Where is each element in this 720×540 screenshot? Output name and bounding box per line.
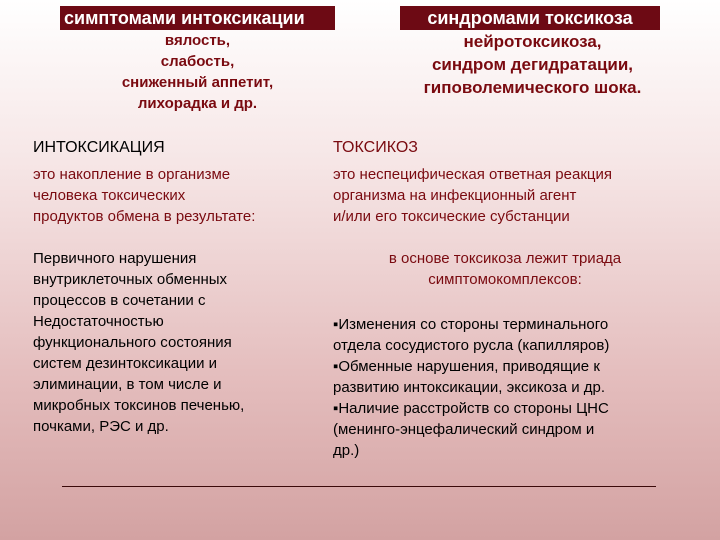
- list-item: сниженный аппетит,: [121, 74, 274, 91]
- triad-item-line: др.): [333, 442, 360, 459]
- definition-line: человека токсических: [33, 187, 186, 204]
- toxicosis-definition: [333, 164, 612, 227]
- list-item: [333, 314, 609, 356]
- triad-item-line: (менинго-энцефалический синдром и: [333, 421, 595, 438]
- intoxication-description: [33, 248, 244, 437]
- definition-line: это накопление в организме: [33, 166, 231, 183]
- description-line: микробных токсинов печенью,: [33, 397, 245, 414]
- toxicosis-triad-intro: [340, 248, 670, 290]
- list-item: слабость,: [160, 53, 235, 70]
- triad-line: симптомокомплексов:: [428, 271, 582, 288]
- description-line: Первичного нарушения: [33, 250, 197, 267]
- triad-line: в основе токсикоза лежит триада: [388, 250, 622, 267]
- intoxication-title: ИНТОКСИКАЦИЯ: [33, 139, 165, 156]
- intoxication-definition: [33, 164, 255, 227]
- definition-line: продуктов обмена в результате:: [33, 208, 256, 225]
- triad-item-line: ▪Обменные нарушения, приводящие к: [333, 358, 600, 375]
- triad-item-line: развитию интоксикации, эксикоза и др.: [333, 379, 606, 396]
- list-item: гиповолемического шока.: [423, 78, 642, 97]
- bottom-divider: [62, 486, 656, 487]
- description-line: внутриклеточных обменных: [33, 271, 228, 288]
- description-line: почками, РЭС и др.: [33, 418, 169, 435]
- list-item: лихорадка и др.: [137, 95, 258, 112]
- list-item: синдром дегидратации,: [431, 55, 634, 74]
- triad-item-line: ▪Изменения со стороны терминального: [333, 316, 609, 333]
- description-line: элиминации, в том числе и: [33, 376, 222, 393]
- description-line: процессов в сочетании с: [33, 292, 206, 309]
- list-item: вялость,: [164, 32, 231, 49]
- toxicosis-syndromes-list: [395, 30, 670, 99]
- description-line: функционального состояния: [33, 334, 232, 351]
- toxicosis-syndromes-header: синдромами токсикоза: [400, 6, 660, 30]
- intoxication-symptoms-header: симптомами интоксикации: [60, 6, 335, 30]
- definition-line: и/или его токсические субстанции: [333, 208, 570, 225]
- definition-line: организма на инфекционный агент: [333, 187, 577, 204]
- triad-item-line: отдела сосудистого русла (капилляров): [333, 337, 610, 354]
- list-item: [333, 398, 609, 461]
- definition-line: это неспецифическая ответная реакция: [333, 166, 612, 183]
- toxicosis-title: ТОКСИКОЗ: [333, 139, 418, 156]
- toxicosis-triad-list: [333, 314, 609, 461]
- list-item: [333, 356, 609, 398]
- intoxication-symptoms-list: [60, 30, 335, 114]
- triad-item-line: ▪Наличие расстройств со стороны ЦНС: [333, 400, 609, 417]
- description-line: Недостаточностью: [33, 313, 164, 330]
- list-item: нейротоксикоза,: [463, 32, 602, 51]
- description-line: систем дезинтоксикации и: [33, 355, 217, 372]
